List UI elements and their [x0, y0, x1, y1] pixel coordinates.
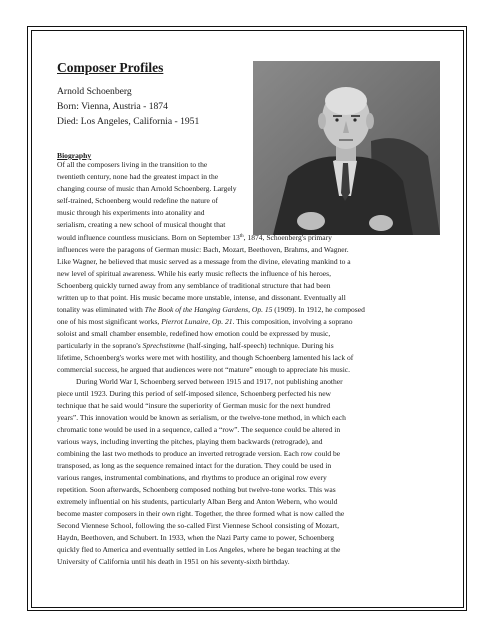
bio-line: University of California until his death in 1951 on his seventy-sixth birthday. — [57, 557, 290, 566]
bio-line: music through his experiments into atonality and — [57, 208, 205, 217]
death-info: Died: Los Angeles, California - 1951 — [57, 116, 200, 127]
bio-line: quickly fled to America and eventually settled in Los Angeles, where he began teaching at the — [57, 545, 341, 554]
bio-line: become master composers in their own right. Together, the three formed what is now called the — [57, 509, 345, 518]
composer-portrait — [253, 61, 440, 235]
bio-line: Of all the composers living in the transition to the — [57, 160, 208, 169]
birth-info: Born: Vienna, Austria - 1874 — [57, 101, 168, 112]
bio-line: During World War I, Schoenberg served between 1915 and 1917, not publishing another — [76, 377, 343, 386]
composer-name: Arnold Schoenberg — [57, 86, 132, 97]
bio-line: one of his most significant works, Pierrot Lunaire, Op. 21. This composition, involving a soprano — [57, 317, 353, 326]
bio-line: Haydn, Beethoven, and Schubert. In 1933, when the Nazi Party came to power, Schoenberg — [57, 533, 335, 542]
bio-line: self-trained, Schoenberg would redefine the nature of — [57, 196, 219, 205]
technique-term: Sprechstimme — [142, 341, 185, 350]
bio-line: years”. This innovation would be known as serialism, or the twelve-tone method, in which each — [57, 413, 346, 422]
bio-line: lifetime, Schoenberg's works were met with hostility, and though Schoenberg lamented his lack of — [57, 353, 354, 362]
bio-line: commercial success, he argued that audiences were not “mature” enough to appreciate his music. — [57, 365, 351, 374]
bio-line: repetition. Soon afterwards, Schoenberg composed nothing but twelve-tone works. This was — [57, 485, 336, 494]
bio-line: various ranges, instrumental combinations, and rhythms to produce an original row every — [57, 473, 327, 482]
work-title: Pierrot Lunaire, Op. 21 — [161, 317, 233, 326]
bio-line: various ways, including inverting the pitches, playing them backwards (retrograde), and — [57, 437, 323, 446]
bio-line: serialism, creating a new school of musical thought that — [57, 220, 226, 229]
bio-line: tonality was eliminated with The Book of the Hanging Gardens, Op. 15 (1909). In 1912, he composed — [57, 305, 365, 314]
bio-line: soloist and small chamber ensemble, redefined how emotion could be expressed by music, — [57, 329, 331, 338]
bio-line: particularly in the soprano's Sprechstimme (half-singing, half-speech) technique. During his — [57, 341, 334, 350]
bio-line: would influence countless musicians. Born on September 13th, 1874, Schoenberg's primary — [57, 233, 332, 242]
bio-line: extremely influential on his students, particularly Alban Berg and Anton Webern, who would — [57, 497, 338, 506]
bio-line: technique that he said would “insure the superiority of German music for the next hundred — [57, 401, 331, 410]
page-title: Composer Profiles — [57, 60, 164, 75]
bio-line: twentieth century, none had the greatest impact in the — [57, 172, 219, 181]
bio-line: Like Wagner, he believed that music served as a message from the divine, elevating mankind to a — [57, 257, 351, 266]
bio-line: influences were the paragons of German music: Bach, Mozart, Beethoven, Brahms, and Wagner. — [57, 245, 349, 254]
bio-line: Second Viennese School, following the so-called First Viennese School consisting of Mozart, — [57, 521, 339, 530]
bio-line: changing course of music than Arnold Schoenberg. Largely — [57, 184, 237, 193]
bio-line: combining the last two methods to produce an inverted retrograde version. Each row could be — [57, 449, 341, 458]
bio-line: written up to that point. His music became more unstable, intense, and dissonant. Eventually all — [57, 293, 346, 302]
bio-line: Schoenberg quickly turned away from any semblance of traditional structure that had been — [57, 281, 331, 290]
biography-heading: Biography — [57, 151, 92, 160]
bio-line: chromatic tone would be used in a sequence, called a “row”. The sequence could be altered in — [57, 425, 341, 434]
bio-line: new level of spiritual awareness. While his early music reflects the influence of his heroes, — [57, 269, 331, 278]
work-title: The Book of the Hanging Gardens, Op. 15 — [144, 305, 273, 314]
bio-line: transposed, as long as the sequence remained intact for the duration. They could be used in — [57, 461, 332, 470]
bio-line: piece until 1923. During this period of self-imposed silence, Schoenberg perfected his new — [57, 389, 331, 398]
